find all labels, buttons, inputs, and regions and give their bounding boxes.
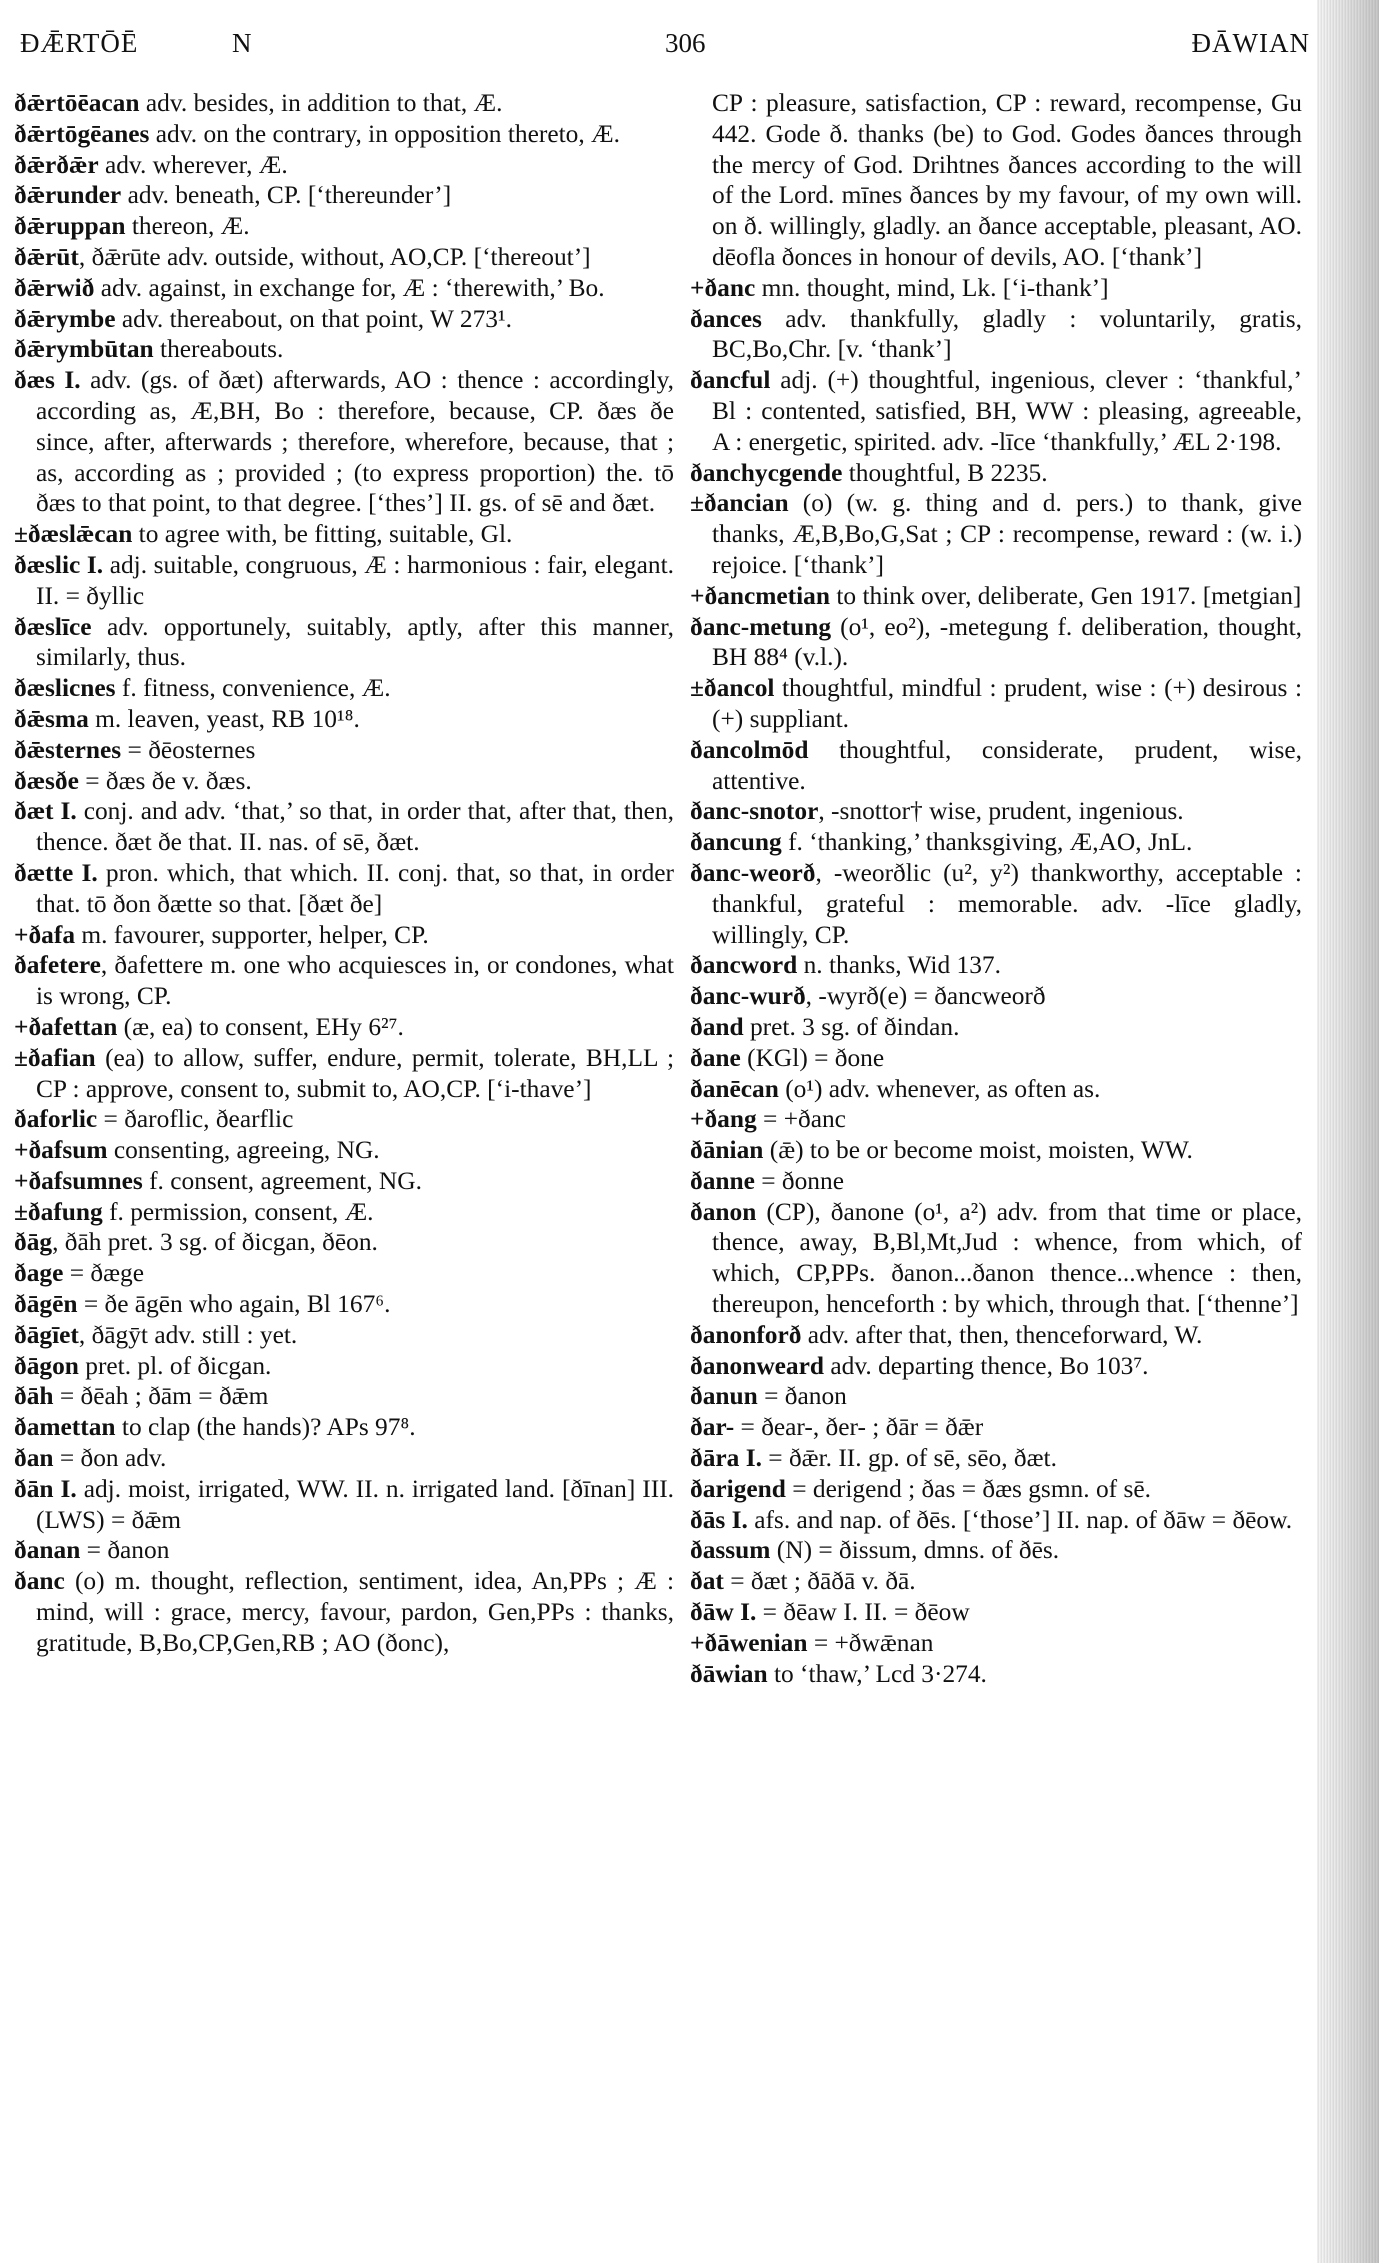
dictionary-entry (690, 950, 1302, 981)
headword: ðǣrtōēacan (14, 89, 140, 117)
dictionary-entry (14, 1381, 674, 1412)
headword: ±ðafian (14, 1043, 96, 1072)
dictionary-entry (14, 1535, 674, 1566)
page-number: 306 (665, 28, 706, 58)
headword: ðanc-wurð (690, 982, 806, 1011)
dictionary-entry (14, 365, 674, 519)
definition: = derigend ; ðas = ðæs gsmn. of sē. (785, 1474, 1151, 1503)
headword: ðǣsternes (14, 735, 122, 764)
definition: to agree with, be fitting, suitable, Gl. (132, 520, 513, 549)
definition: adv. (gs. of ðæt) afterwards, AO : thence : accordingly, according as, Æ,BH, Bo : therefore, because, CP. ðæs ðe since, after, afterwards ; therefore, wherefore, because, that ; as, according as ; provided ; (to express proportion) the. tō ðæs to that point, to that degree. [‘thes’] II. gs. of sē and ðæt. (36, 366, 674, 518)
headword: ðanonforð (690, 1320, 802, 1349)
headword: ðāgīet (14, 1320, 79, 1349)
headword: ðanc-weorð (690, 858, 816, 887)
right-column-entries (690, 273, 1302, 1690)
definition: , -weorðlic (u², y²) thankworthy, acceptable : thankful, grateful : memorable. adv. -līce gladly, willingly, CP. (712, 858, 1302, 949)
dictionary-entry (14, 1012, 674, 1043)
headword: ðǣrūt (14, 242, 79, 271)
dictionary-entry (690, 365, 1302, 457)
left-column (14, 88, 674, 1659)
dictionary-entry (14, 304, 674, 335)
dictionary-entry (690, 273, 1302, 304)
headword: ðancung (690, 828, 782, 857)
dictionary-entry (14, 1443, 674, 1474)
headword: ðancolmōd (690, 735, 809, 764)
headword: +ðafsum (14, 1136, 108, 1165)
dictionary-entry (14, 735, 674, 766)
definition: = ðanon (80, 1536, 170, 1565)
definition: , ðāgȳt adv. still : yet. (78, 1320, 298, 1349)
right-guide-word: ÐĀWIAN (1191, 28, 1310, 58)
dictionary-entry (14, 1166, 674, 1197)
definition: , -snottor† wise, prudent, ingenious. (818, 797, 1184, 826)
headword: ðaforlic (14, 1105, 98, 1134)
dictionary-entry (690, 981, 1302, 1012)
definition: = ðaroflic, ðearflic (97, 1105, 294, 1134)
dictionary-entry (14, 1227, 674, 1258)
page-edge-shadow (1317, 0, 1379, 2263)
headword: ðances (690, 304, 762, 333)
dictionary-entry (14, 273, 674, 304)
headword: ðāra I. (690, 1444, 762, 1473)
definition: (æ, ea) to consent, EHy 6²⁷. (117, 1012, 404, 1041)
headword: ðāg (14, 1228, 53, 1257)
definition: (ea) to allow, suffer, endure, permit, tolerate, BH,LL ; CP : approve, consent to, submit to, AO,CP. [‘i-thave’] (36, 1043, 674, 1103)
definition: f. consent, agreement, NG. (142, 1166, 422, 1195)
definition: n. thanks, Wid 137. (797, 951, 1001, 980)
headword: ðānian (690, 1136, 764, 1165)
dictionary-entry (690, 858, 1302, 950)
definition: pret. 3 sg. of ðindan. (743, 1012, 960, 1041)
dictionary-entry (690, 1412, 1302, 1443)
definition: adv. beneath, CP. [‘thereunder’] (121, 181, 452, 210)
dictionary-entry (690, 1320, 1302, 1351)
headword: ðanonweard (690, 1351, 825, 1380)
dictionary-entry (690, 1381, 1302, 1412)
definition: = ðon adv. (53, 1444, 167, 1473)
letter-tab: N (232, 28, 252, 58)
dictionary-entry (690, 1043, 1302, 1074)
definition: (o¹) adv. whenever, as often as. (778, 1074, 1101, 1103)
definition: thoughtful, B 2235. (842, 458, 1048, 487)
continued-entry: CP : pleasure, satisfaction, CP : reward, recompense, Gu 442. Gode ð. thanks (be) to God. Godes ðances through the mercy of God. Drihtnes ðances according to the will of the Lord. mīnes ðances by my favour, of my own will. on ð. willingly, gladly. an ðance acceptable, pleasant, AO. dēofla ðonces in honour of devils, AO. [‘thank’] (712, 89, 1302, 271)
dictionary-entry (14, 612, 674, 674)
dictionary-entry (690, 673, 1302, 735)
dictionary-entry (14, 1135, 674, 1166)
definition: adv. thankfully, gladly : voluntarily, gratis, BC,Bo,Chr. [v. ‘thank’] (712, 304, 1302, 364)
headword: ðǣruppan (14, 212, 126, 241)
definition: = ðēaw I. II. = ðēow (756, 1598, 970, 1627)
dictionary-entry (14, 796, 674, 858)
dictionary-entry (14, 1566, 674, 1658)
dictionary-entry (14, 519, 674, 550)
dictionary-entry (14, 180, 674, 211)
headword: ðǣsma (14, 704, 89, 733)
headword: ðān I. (14, 1474, 77, 1503)
definition: adv. opportunely, suitably, aptly, after this manner, similarly, thus. (36, 612, 674, 672)
dictionary-entry (14, 334, 674, 365)
definition: adv. thereabout, on that point, W 273¹. (115, 304, 512, 333)
dictionary-entry (690, 1197, 1302, 1320)
headword: +ðanc (690, 273, 756, 302)
headword: ðar- (690, 1413, 735, 1442)
definition: (o) m. thought, reflection, sentiment, idea, An,PPs ; Æ : mind, will : grace, mercy, favour, pardon, Gen,PPs : thanks, gratitude, B,Bo,CP,Gen,RB ; AO (ðonc), (36, 1567, 674, 1657)
dictionary-entry (690, 458, 1302, 489)
dictionary-entry (14, 1258, 674, 1289)
headword: ±ðæslǣcan (14, 520, 133, 549)
definition: adv. departing thence, Bo 103⁷. (824, 1351, 1149, 1380)
dictionary-entry (690, 1166, 1302, 1197)
definition: (o¹, eo²), -metegung f. deliberation, thought, BH 88⁴ (v.l.). (712, 612, 1302, 672)
definition: f. ‘thanking,’ thanksgiving, Æ,AO, JnL. (781, 828, 1193, 857)
headword: ðætte I. (14, 858, 98, 887)
definition: (ǣ) to be or become moist, moisten, WW. (763, 1136, 1193, 1165)
definition: = ðear-, ðer- ; ðār = ðǣr (734, 1413, 984, 1442)
headword: ðǣrunder (14, 181, 122, 210)
headword: ðanchycgende (690, 458, 843, 487)
headword: ðǣrtōgēanes (14, 119, 150, 148)
definition: to ‘thaw,’ Lcd 3·274. (767, 1659, 987, 1688)
dictionary-entry (14, 211, 674, 242)
dictionary-entry (690, 827, 1302, 858)
headword: ðanun (690, 1382, 758, 1411)
definition: = ðe āgēn who again, Bl 167⁶. (77, 1290, 391, 1319)
dictionary-entry (690, 1505, 1302, 1536)
headword: +ðancmetian (690, 581, 830, 610)
headword: ðanc-metung (690, 612, 832, 641)
definition: to think over, deliberate, Gen 1917. [metgian] (830, 581, 1302, 610)
dictionary-entry (690, 1135, 1302, 1166)
definition: = ðæt ; ðāðā v. ðā. (723, 1567, 916, 1596)
definition: adj. suitable, congruous, Æ : harmonious : fair, elegant. II. = ðyllic (36, 550, 674, 610)
headword: ðāgon (14, 1351, 79, 1380)
definition: (KGl) = ðone (740, 1043, 885, 1072)
definition: adv. against, in exchange for, Æ : ‘therewith,’ Bo. (94, 273, 605, 302)
definition: to clap (the hands)? APs 97⁸. (115, 1413, 416, 1442)
dictionary-entry (690, 796, 1302, 827)
headword: ðassum (690, 1536, 771, 1565)
definition: , -wyrð(e) = ðancweorð (805, 982, 1046, 1011)
definition: thoughtful, considerate, prudent, wise, attentive. (712, 735, 1302, 795)
headword: ðanne (690, 1166, 755, 1195)
dictionary-entry (690, 1443, 1302, 1474)
dictionary-entry (14, 950, 674, 1012)
right-column (690, 88, 1302, 1689)
headword: +ðang (690, 1105, 757, 1134)
headword: ðāw I. (690, 1598, 757, 1627)
dictionary-entry (690, 581, 1302, 612)
dictionary-entry (14, 1197, 674, 1228)
headword: ±ðafung (14, 1197, 103, 1226)
left-guide-word: ÐǢRTŌĒ (20, 28, 139, 58)
definition: (CP), ðanone (o¹, a²) adv. from that time or place, thence, away, B,Bl,Mt,Jud : whence, from which, of which, CP,PPs. ðanon...ðanon thence...whence : then, thereupon, henceforth : by which, through that. [‘thenne’] (712, 1197, 1302, 1319)
definition: pron. which, that which. II. conj. that, so that, in order that. tō ðon ðætte so that. [ðæt ðe] (36, 858, 674, 918)
dictionary-entry (690, 1012, 1302, 1043)
headword: ðamettan (14, 1413, 116, 1442)
headword: ðǣrymbūtan (14, 335, 154, 364)
dictionary-entry (14, 1412, 674, 1443)
dictionary-entry (690, 1659, 1302, 1690)
dictionary-entry (14, 1104, 674, 1135)
dictionary-entry (690, 735, 1302, 797)
headword: ðan (14, 1444, 54, 1473)
headword: +ðāwenian (690, 1628, 808, 1657)
headword: ðāgēn (14, 1290, 78, 1319)
definition: mn. thought, mind, Lk. [‘i-thank’] (755, 273, 1109, 302)
definition: , ðǣrūte adv. outside, without, AO,CP. [‘thereout’] (78, 242, 591, 271)
dictionary-entry (14, 1474, 674, 1536)
definition: = +ðwǣnan (807, 1628, 934, 1657)
dictionary-entry (690, 1474, 1302, 1505)
headword: ðanc (14, 1567, 65, 1596)
dictionary-entry (14, 766, 674, 797)
headword: ðæs I. (14, 366, 81, 395)
dictionary-entry (14, 119, 674, 150)
running-header (20, 28, 1310, 68)
dictionary-entry (14, 1320, 674, 1351)
headword: ðās I. (690, 1505, 748, 1534)
dictionary-entry (14, 550, 674, 612)
dictionary-entry (690, 1535, 1302, 1566)
definition: m. favourer, supporter, helper, CP. (75, 920, 429, 949)
definition: , ðafettere m. one who acquiesces in, or condones, what is wrong, CP. (36, 951, 674, 1011)
definition: pret. pl. of ðicgan. (78, 1351, 272, 1380)
headword: ðane (690, 1043, 741, 1072)
headword: ðāwian (690, 1659, 768, 1688)
dictionary-entry (690, 1351, 1302, 1382)
dictionary-entry (14, 704, 674, 735)
headword: ðǣrymbe (14, 304, 116, 333)
definition: thoughtful, mindful : prudent, wise : (+) desirous : (+) suppliant. (712, 674, 1302, 733)
headword: ðat (690, 1567, 724, 1596)
headword: ðand (690, 1012, 744, 1041)
definition: adv. after that, then, thenceforward, W. (801, 1320, 1203, 1349)
headword: ðarigend (690, 1474, 786, 1503)
headword: ðæslīce (14, 612, 92, 641)
headword: ðāh (14, 1382, 54, 1411)
headword: +ðafettan (14, 1012, 118, 1041)
definition: adv. on the contrary, in opposition thereto, Æ. (149, 119, 620, 148)
definition: (o) (w. g. thing and d. pers.) to thank, give thanks, Æ,B,Bo,G,Sat ; CP : recompense, reward : (w. i.) rejoice. [‘thank’] (712, 489, 1302, 579)
dictionary-entry (690, 1566, 1302, 1597)
headword: ðanc-snotor (690, 797, 819, 826)
definition: = ðanon (757, 1382, 847, 1411)
dictionary-entry (690, 612, 1302, 674)
headword: ðæslicnes (14, 674, 116, 703)
headword: ðæslic I. (14, 550, 104, 579)
headword: ±ðancol (690, 674, 775, 703)
headword: ±ðancian (690, 489, 789, 518)
headword: ðæt I. (14, 797, 77, 826)
definition: adv. wherever, Æ. (98, 150, 288, 179)
definition: , ðāh pret. 3 sg. of ðicgan, ðēon. (52, 1228, 378, 1257)
headword: ðage (14, 1259, 64, 1288)
dictionary-entry (14, 150, 674, 181)
definition: adj. moist, irrigated, WW. II. n. irrigated land. [ðīnan] III. (LWS) = ðǣm (36, 1474, 674, 1534)
dictionary-entry (14, 88, 674, 119)
dictionary-entry (14, 242, 674, 273)
headword: ðæsðe (14, 766, 79, 795)
headword: ðanan (14, 1536, 81, 1565)
definition: = +ðanc (756, 1105, 846, 1134)
headword: ðǣrðǣr (14, 150, 99, 179)
definition: f. fitness, convenience, Æ. (115, 674, 391, 703)
dictionary-entry (14, 673, 674, 704)
dictionary-entry (690, 1628, 1302, 1659)
definition: consenting, agreeing, NG. (107, 1136, 380, 1165)
dictionary-entry (14, 1351, 674, 1382)
definition: = ðēosternes (121, 735, 256, 764)
definition: (N) = ðissum, dmns. of ðēs. (770, 1536, 1060, 1565)
definition: adv. besides, in addition to that, Æ. (139, 89, 503, 117)
headword: ðǣrwið (14, 273, 95, 302)
definition: adj. (+) thoughtful, ingenious, clever : ‘thankful,’ Bl : contented, satisfied, BH, WW : pleasing, agreeable, A : energetic, spirited. adv. -līce ‘thankfully,’ ÆL 2·198. (712, 366, 1302, 456)
dictionary-entry (690, 304, 1302, 366)
definition: thereon, Æ. (125, 212, 250, 241)
dictionary-entry (14, 920, 674, 951)
definition: thereabouts. (153, 335, 284, 364)
dictionary-entry (14, 1043, 674, 1105)
headword: +ðafsumnes (14, 1166, 143, 1195)
headword: +ðafa (14, 920, 76, 949)
definition: conj. and adv. ‘that,’ so that, in order that, after that, then, thence. ðæt ðe that. II. nas. of sē, ðæt. (36, 797, 674, 857)
definition: f. permission, consent, Æ. (102, 1197, 374, 1226)
definition: afs. and nap. of ðēs. [‘those’] II. nap. of ðāw = ðēow. (747, 1505, 1293, 1534)
dictionary-entry (690, 1104, 1302, 1135)
headword: ðancword (690, 951, 798, 980)
dictionary-entry (14, 858, 674, 920)
headword: ðafetere (14, 951, 101, 980)
dictionary-entry (690, 488, 1302, 580)
dictionary-entry (690, 1074, 1302, 1105)
headword: ðanon (690, 1197, 757, 1226)
definition: = ðǣr. II. gp. of sē, sēo, ðæt. (761, 1444, 1057, 1473)
definition: = ðēah ; ðām = ðǣm (53, 1382, 269, 1411)
headword: ðanēcan (690, 1074, 779, 1103)
dictionary-entry (690, 1597, 1302, 1628)
definition: = ðæs ðe v. ðæs. (78, 766, 252, 795)
definition: m. leaven, yeast, RB 10¹⁸. (88, 704, 360, 733)
dictionary-entry (14, 1289, 674, 1320)
definition: = ðonne (754, 1166, 844, 1195)
definition: = ðæge (63, 1259, 144, 1288)
headword: ðancful (690, 366, 771, 395)
